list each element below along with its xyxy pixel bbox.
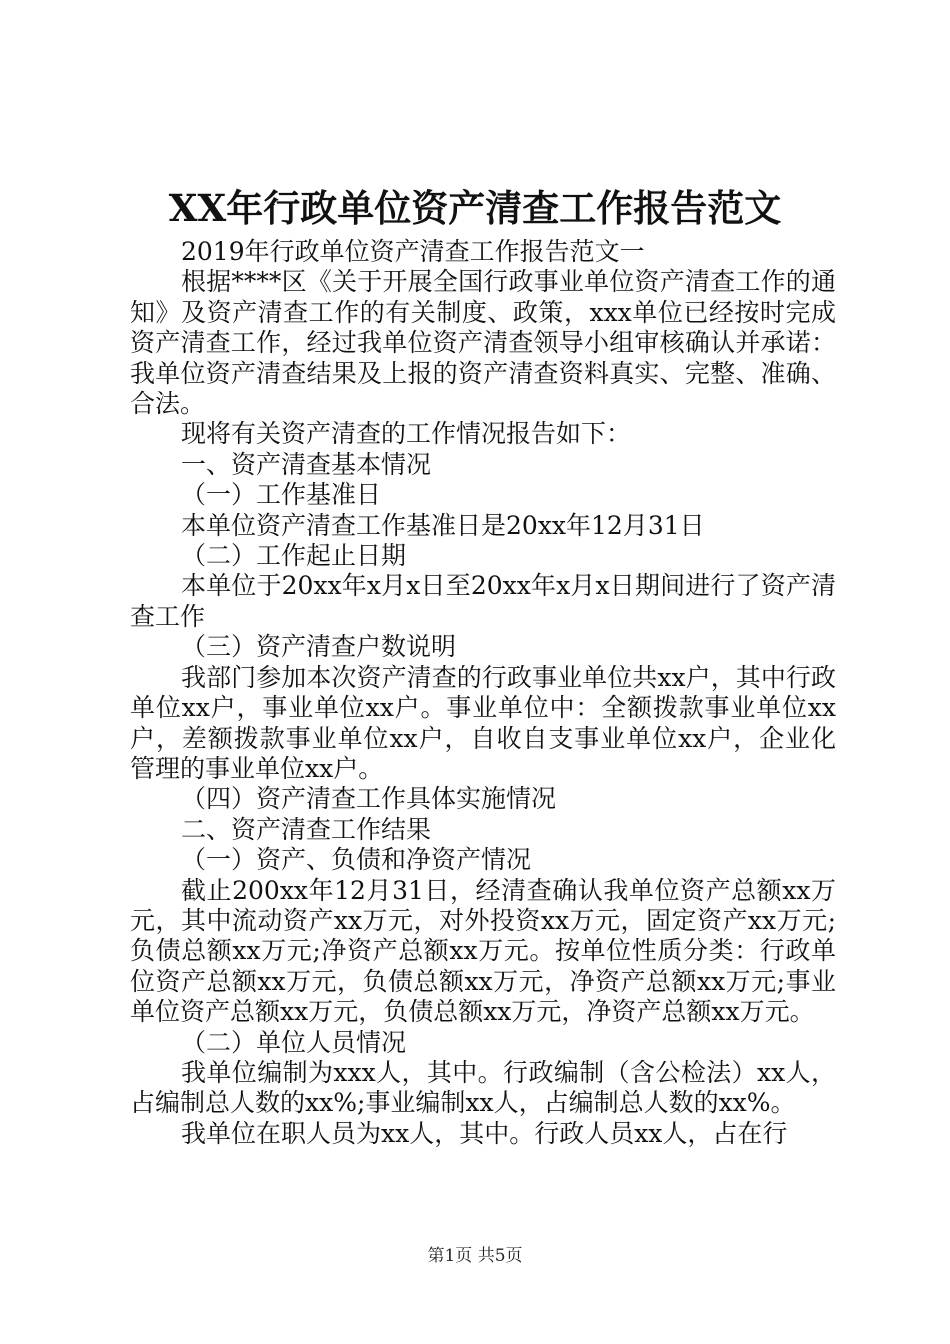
document-body [130,237,836,1149]
paragraph: 根据****区《关于开展全国行政事业单位资产清查工作的通知》及资产清查工作的有关制度、政策，xxx单位已经按时完成资产清查工作，经过我单位资产清查领导小组审核确认并承诺：我单位资产清查结果及上报的资产清查资料真实、完整、准确、合法。 [130,267,836,419]
paragraph: 本单位资产清查工作基准日是20xx年12月31日 [181,510,705,540]
page-number-footer: 第1页 共5页 [427,1246,523,1266]
section-heading: 一、资产清查基本情况 [181,449,432,479]
subsection-heading: （二）工作起止日期 [181,541,407,571]
paragraph: 本单位于20xx年x月x日至20xx年x月x日期间进行了资产清查工作 [130,571,836,631]
paragraph: 我单位编制为xxx人，其中。行政编制（含公检法）xx人，占编制总人数的xx%;事业编制xx人，占编制总人数的xx%。 [130,1057,836,1118]
document-title: XX年行政单位资产清查工作报告范文 [168,186,782,230]
section-heading: 二、资产清查工作结果 [181,814,432,844]
subsection-heading: （四）资产清查工作具体实施情况 [181,784,557,814]
paragraph: 我单位在职人员为xx人，其中。行政人员xx人，占在行 [181,1118,788,1148]
paragraph: 2019年行政单位资产清查工作报告范文一 [181,237,645,266]
paragraph: 截止200xx年12月31日，经清查确认我单位资产总额xx万元，其中流动资产xx万元，对外投资xx万元，固定资产xx万元;负债总额xx万元;净资产总额xx万元。按单位性质分类：行政单位资产总额xx万元，负债总额xx万元，净资产总额xx万元;事业单位资产总额xx万元，负债总额xx万元，净资产总额xx万元。 [130,875,836,1027]
subsection-heading: （一）资产、负债和净资产情况 [181,845,532,875]
paragraph: 我部门参加本次资产清查的行政事业单位共xx户，其中行政单位xx户，事业单位xx户。事业单位中：全额拨款事业单位xx户，差额拨款事业单位xx户，自收自支事业单位xx户，企业化管理的事业单位xx户。 [130,662,836,783]
paragraph: 现将有关资产清查的工作情况报告如下： [181,419,632,449]
subsection-heading: （一）工作基准日 [181,480,382,510]
subsection-heading: （二）单位人员情况 [181,1027,407,1057]
subsection-heading: （三）资产清查户数说明 [181,632,457,662]
